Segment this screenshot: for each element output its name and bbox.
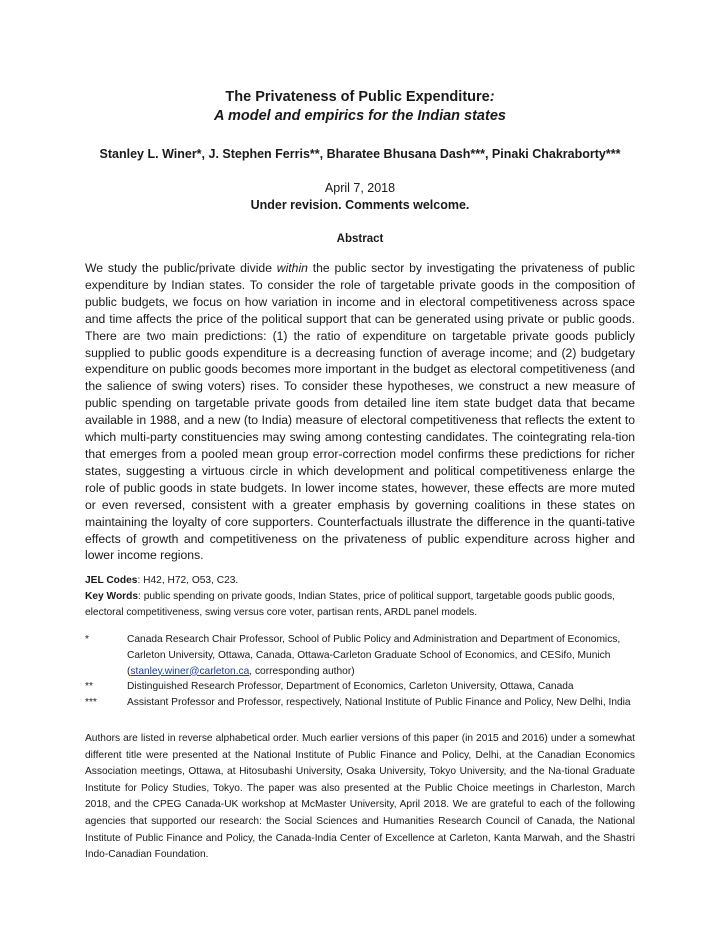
abstract-heading: Abstract — [336, 233, 384, 245]
keywords-value: : public spending on private goods, Indian States, price of political support, targetable goods public goods, electoral competitiveness, swing versus core voter, partisan rents, ARDL panel models. — [85, 591, 615, 618]
abstract-text-rest: the public sector by investigating the privateness of public expenditure by Indian states. To consider the role of targetable private goods in the composition of public budgets, we focus on how variation in income and in electoral competitiveness across space and time affects the price of the political support that can be generated using private or public goods. There are two main predictions: (1) the ratio of expenditure on targetable private goods publicly supplied to public goods expenditure is a decreasing function of average income; and (2) budgetary expenditure on public goods becomes more important in the budget as electoral competitiveness (and the salience of swing voters) rises. To consider these hypotheses, we construct a new measure of public spending on targetable private goods from detailed line item state budget data that became available in 1988, and a new (to India) measure of electoral competitiveness that reflects the extent to which multi-party constituencies may swing among contesting candidates. The cointegrating rela-tion that emerges from a pooled mean group error-correction model confirms these predictions for richer states, suggesting a virtuous circle in which development and political competitiveness enlarge the role of public goods in state budgets. In lower income states, however, these effects are more muted or even reversed, consistent with a greater emphasis by governing coalitions in these states on maintaining the loyalty of core supporters. Counterfactuals illustrate the difference in the quanti-tative effects of growth and competitiveness on the privateness of public expenditure across higher and lower income regions. — [85, 261, 635, 563]
footnote-item — [85, 695, 635, 711]
jel-codes — [85, 573, 635, 589]
footnote-marker: ** — [85, 681, 93, 693]
paper-title — [0, 88, 720, 126]
title-main: The Privateness of Public Expenditure — [225, 89, 490, 105]
abstract-emphasis: within — [276, 261, 308, 275]
jel-value: : H42, H72, O53, C23. — [137, 575, 239, 586]
abstract-text-start: We study the public/private divide — [85, 261, 277, 275]
abstract-body — [85, 260, 635, 564]
footnote-marker: * — [85, 634, 89, 645]
acknowledgements: Authors are listed in reverse alphabetical order. Much earlier versions of this paper (in 2015 and 2016) under a somewhat different title were presented at the National Institute of Public Finance and Policy, Delhi, at the Canadian Economics Association meetings, Ottawa, at Hitosubashi University, Osaka University, Tokyo University, and the Na-tional Graduate Institute for Policy Studies, Tokyo. The paper was also presented at the Public Choice meetings in Charleston, March 2018, and the CPEG Canada-UK workshop at McMaster University, April 2018. We are grateful to each of the following agencies that supported our research: the Social Sciences and Humanities Research Council of Canada, the National Institute of Public Finance and Policy, the Canada-India Center of Excellence at Carleton, Kanta Marwah, and the Shastri Indo-Canadian Foundation. — [85, 733, 635, 861]
jel-keywords-block — [85, 573, 635, 621]
footnote-text: Assistant Professor and Professor, respectively, National Institute of Public Finance and Policy, New Delhi, India — [127, 697, 631, 709]
footnote-item — [85, 679, 635, 695]
footnote-text: Distinguished Research Professor, Department of Economics, Carleton University, Ottawa, Canada — [127, 681, 574, 693]
footnote-item — [85, 632, 635, 679]
revision-note: Under revision. Comments welcome. — [250, 198, 470, 212]
keywords-label: Key Words — [85, 591, 139, 602]
jel-label: JEL Codes — [85, 575, 138, 586]
paper-date: April 7, 2018 — [324, 181, 396, 195]
footnote-text-part: Canada Research Chair Professor, School of Public Policy and Administration and Department of Economics, Carleton University, Ottawa, Canada, Ottawa-Carleton Graduate School of Economics, and CESifo, Munich ( — [127, 634, 621, 677]
author-footnotes — [85, 632, 635, 711]
footnote-text-part: , corresponding author) — [249, 665, 355, 677]
title-colon: : — [489, 89, 495, 105]
title-main-line — [0, 88, 720, 107]
key-words — [85, 589, 635, 621]
author-list: Stanley L. Winer*, J. Stephen Ferris**, Bharatee Bhusana Dash***, Pinaki Chakraborty*** — [99, 147, 621, 161]
footnote-marker: *** — [85, 697, 97, 709]
abstract-paragraph — [85, 260, 635, 564]
author-email-link[interactable]: stanley.winer@carleton.ca — [130, 665, 250, 677]
footnote-text — [127, 632, 635, 679]
title-subtitle: A model and empirics for the Indian states — [214, 108, 506, 124]
